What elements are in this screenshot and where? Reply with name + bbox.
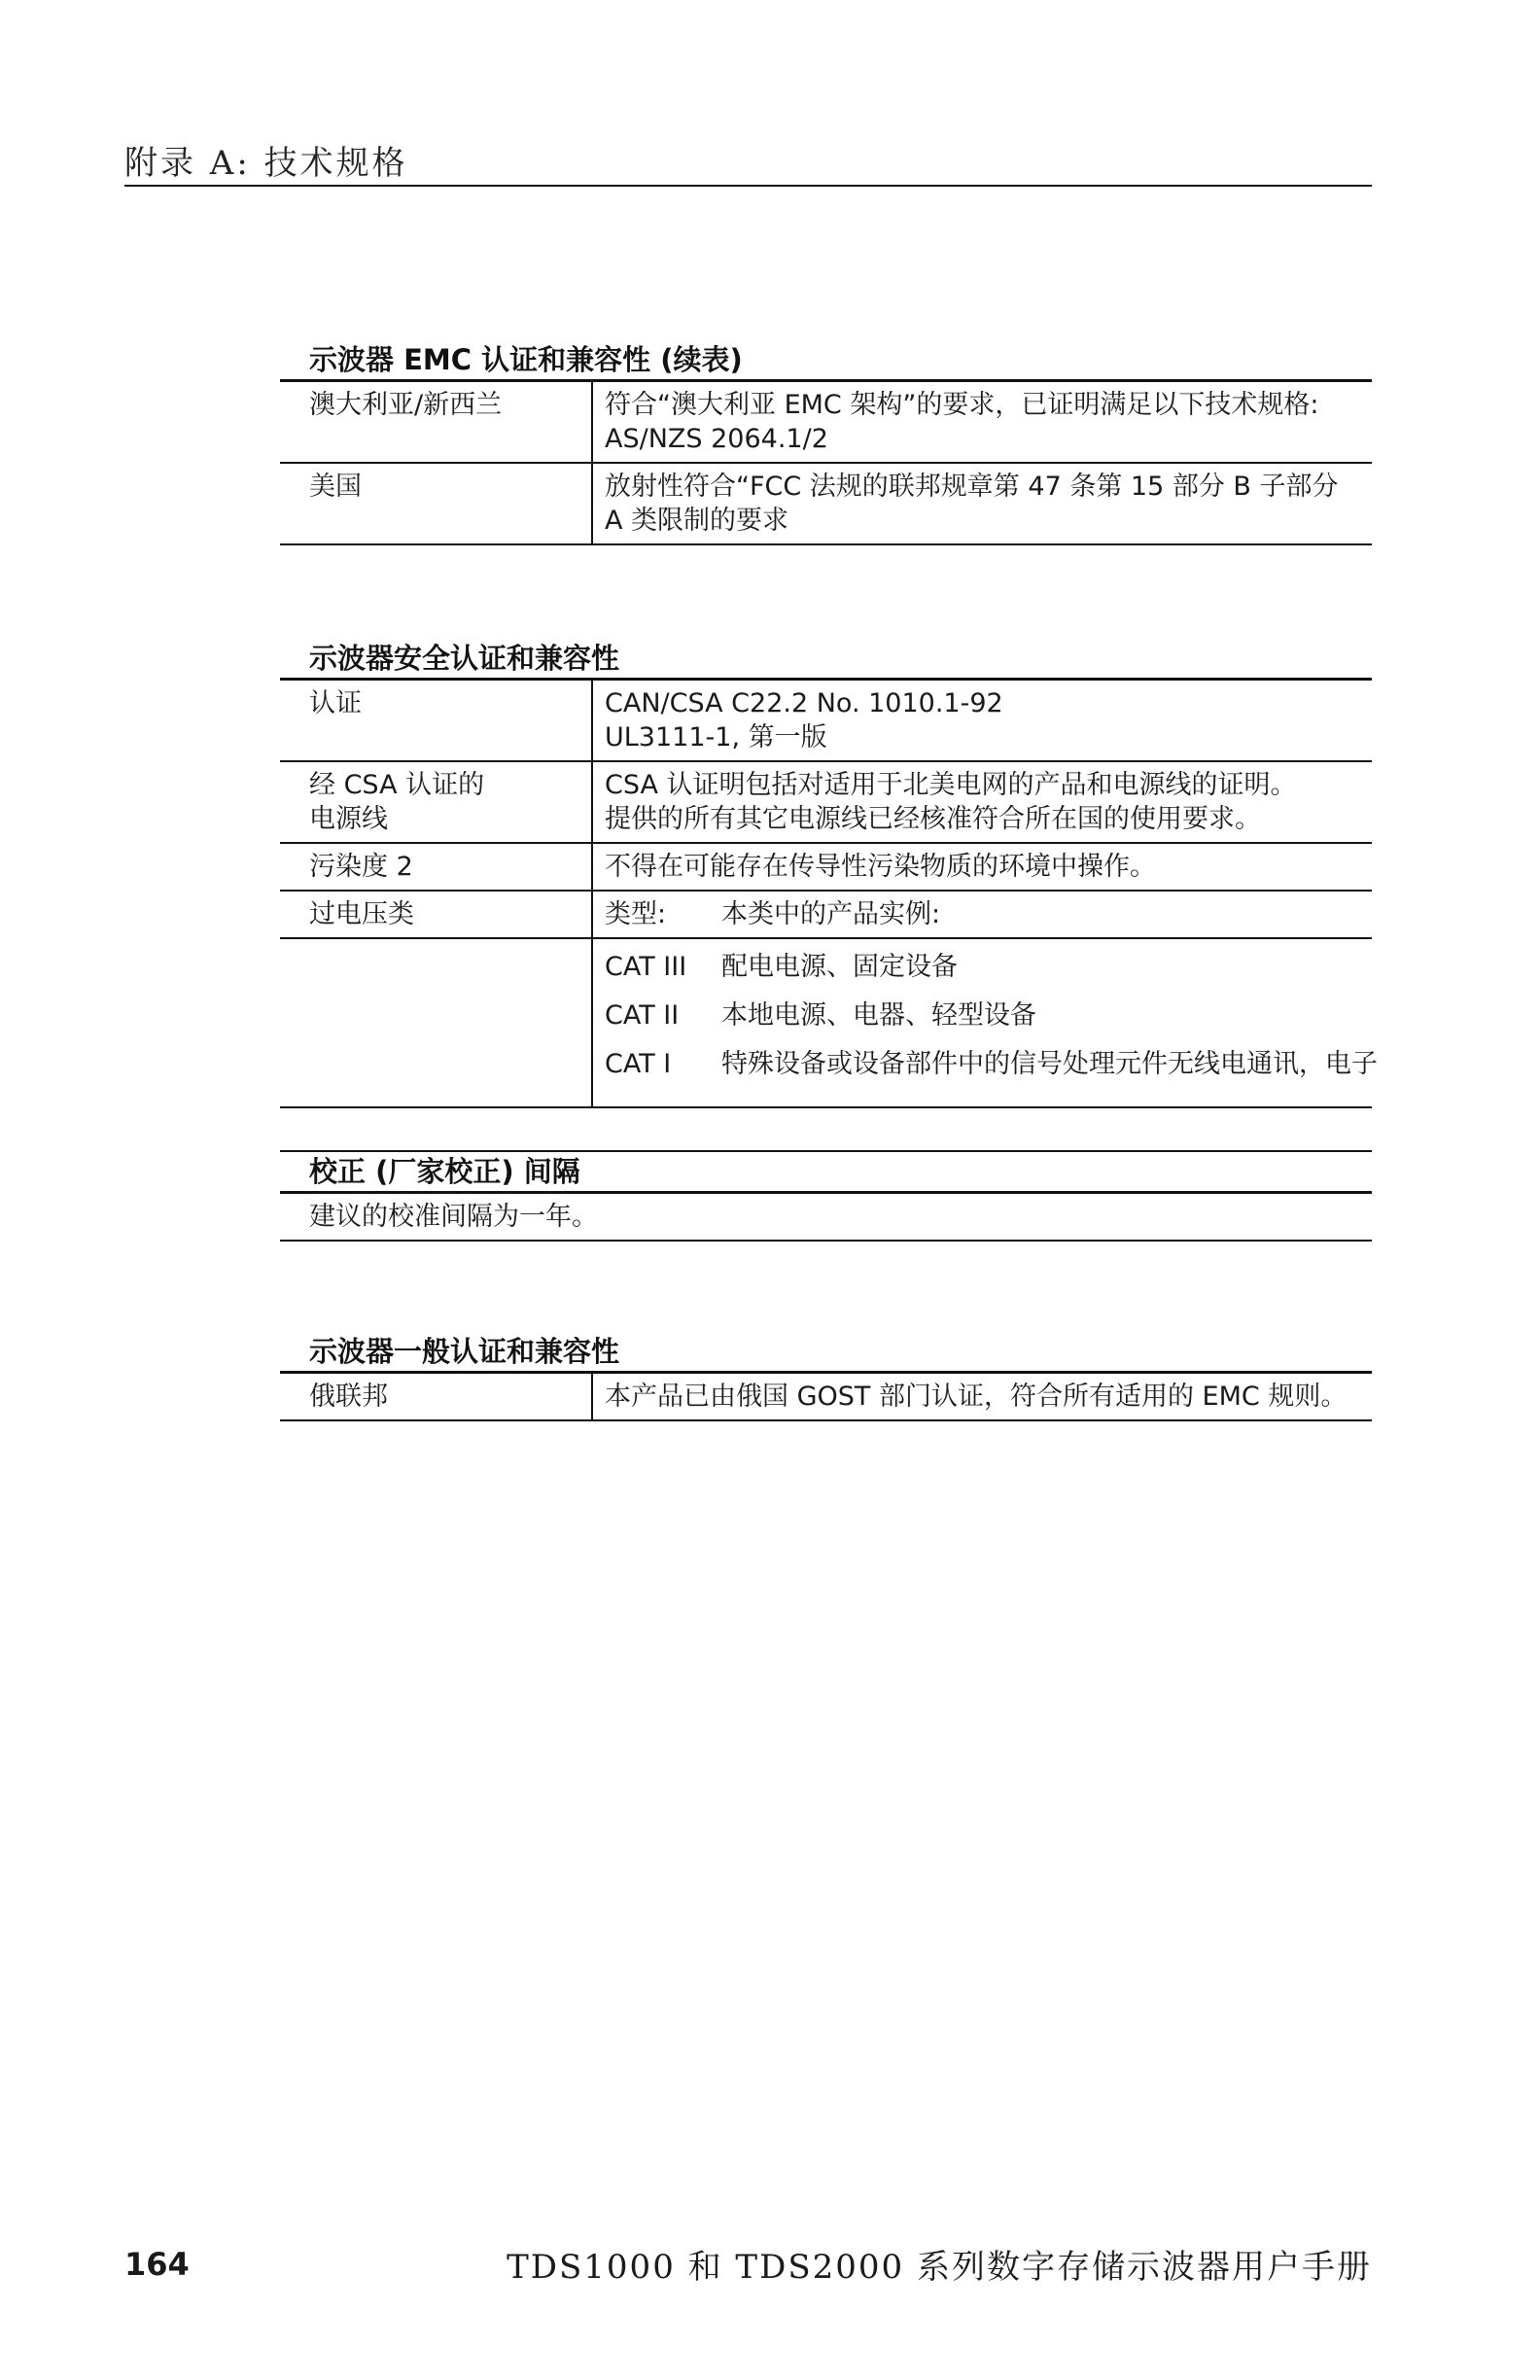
category-description: 配电电源、固定设备 <box>721 952 958 982</box>
table-row <box>280 891 1372 938</box>
row-value <box>592 843 1372 891</box>
value-line: A 类限制的要求 <box>605 506 789 536</box>
category-description: 特殊设备或设备部件中的信号处理元件无线电通讯，电子 <box>721 1049 1378 1079</box>
table-row <box>280 938 1372 1107</box>
category-code: CAT III <box>605 952 687 982</box>
safety-section-title: 示波器安全认证和兼容性 <box>309 642 620 675</box>
row-key: 污染度 2 <box>280 843 592 891</box>
value-line: 提供的所有其它电源线已经核准符合所在国的使用要求。 <box>605 804 1261 834</box>
general-section <box>280 1332 1372 1421</box>
emc-section-title: 示波器 EMC 认证和兼容性 (续表) <box>309 343 743 376</box>
calibration-title: 校正 (厂家校正) 间隔 <box>280 1150 1372 1191</box>
row-key: 美国 <box>280 463 592 544</box>
row-value <box>592 891 1372 938</box>
value-line: 符合“澳大利亚 EMC 架构”的要求，已证明满足以下技术规格: <box>605 390 1319 420</box>
header-rule <box>124 185 1372 187</box>
category-code: CAT II <box>605 1000 680 1031</box>
value-line: CSA 认证明包括对适用于北美电网的产品和电源线的证明。 <box>605 770 1297 800</box>
value-line: UL3111-1, 第一版 <box>605 722 827 752</box>
table-row <box>280 843 1372 891</box>
list-item <box>605 943 1364 992</box>
calibration-text: 建议的校准间隔为一年。 <box>280 1191 1372 1242</box>
type-header <box>605 897 1364 931</box>
safety-section <box>280 639 1378 1108</box>
table-row <box>280 761 1372 843</box>
row-value <box>592 761 1372 843</box>
table-row <box>280 381 1372 464</box>
general-section-title: 示波器一般认证和兼容性 <box>309 1335 620 1368</box>
table-row <box>280 680 1372 762</box>
row-key: 过电压类 <box>280 891 592 938</box>
key-line: 经 CSA 认证的 <box>309 770 485 800</box>
safety-table <box>280 678 1378 1108</box>
category-description: 本地电源、电器、轻型设备 <box>721 1000 1036 1031</box>
value-line: 本产品已由俄国 GOST 部门认证，符合所有适用的 EMC 规则。 <box>605 1382 1348 1412</box>
row-value <box>592 1373 1372 1421</box>
row-key: 澳大利亚/新西兰 <box>280 381 592 464</box>
row-key-empty <box>280 938 592 1107</box>
type-description: 本类中的产品实例: <box>721 899 941 929</box>
row-value <box>592 381 1372 464</box>
row-value <box>592 680 1372 762</box>
value-line: CAN/CSA C22.2 No. 1010.1-92 <box>605 688 1003 718</box>
row-value <box>592 463 1372 544</box>
footer-title: TDS1000 和 TDS2000 系列数字存储示波器用户手册 <box>507 2248 1372 2287</box>
type-label: 类型: <box>605 899 667 929</box>
row-key <box>280 761 592 843</box>
value-line: 不得在可能存在传导性污染物质的环境中操作。 <box>605 852 1156 882</box>
value-line: 放射性符合“FCC 法规的联邦规章第 47 条第 15 部分 B 子部分 <box>605 472 1339 502</box>
calibration-section <box>280 1150 1372 1242</box>
running-header: 附录 A: 技术规格 <box>124 144 408 183</box>
emc-section <box>280 340 1372 545</box>
emc-table <box>280 379 1372 545</box>
row-key: 俄联邦 <box>280 1373 592 1421</box>
general-table <box>280 1371 1372 1421</box>
value-line: AS/NZS 2064.1/2 <box>605 424 828 454</box>
list-item <box>605 1040 1378 1089</box>
key-line: 电源线 <box>309 804 388 834</box>
table-row <box>280 1373 1372 1421</box>
category-code: CAT I <box>605 1049 672 1079</box>
row-key: 认证 <box>280 680 592 762</box>
category-list <box>592 938 1378 1107</box>
list-item <box>605 992 1364 1040</box>
page-number: 164 <box>124 2246 190 2283</box>
table-row <box>280 463 1372 544</box>
